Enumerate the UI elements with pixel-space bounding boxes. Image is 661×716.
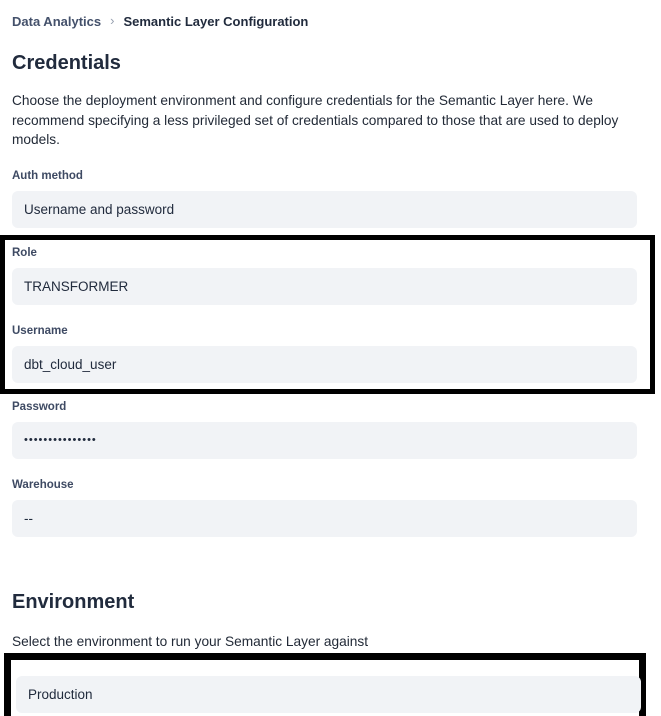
password-field <box>12 400 637 459</box>
environment-value: Production <box>28 687 93 702</box>
password-masked-value: ••••••••••••••• <box>24 434 97 446</box>
chevron-right-icon: › <box>110 13 115 28</box>
credentials-section-title: Credentials <box>12 52 121 74</box>
environment-section <box>0 591 661 716</box>
annotation-highlight-environment <box>4 653 646 716</box>
auth-method-value: Username and password <box>24 201 175 217</box>
auth-method-field <box>12 169 637 228</box>
username-value: dbt_cloud_user <box>24 356 117 372</box>
role-value: TRANSFORMER <box>24 278 129 294</box>
password-input[interactable] <box>12 422 637 459</box>
credentials-section <box>0 52 661 537</box>
environment-field <box>16 676 615 713</box>
warehouse-field <box>12 478 637 537</box>
role-label: Role <box>12 246 37 259</box>
breadcrumb-item-data-analytics[interactable]: Data Analytics <box>12 14 102 29</box>
warehouse-label: Warehouse <box>12 478 74 491</box>
breadcrumb-item-semantic-layer-configuration: Semantic Layer Configuration <box>123 14 309 29</box>
auth-method-input[interactable] <box>12 191 637 228</box>
auth-method-label: Auth method <box>12 169 83 182</box>
breadcrumb <box>0 14 661 30</box>
annotation-highlight-role-username <box>0 235 655 394</box>
warehouse-input[interactable] <box>12 500 637 537</box>
warehouse-value: -- <box>24 510 33 526</box>
username-input[interactable] <box>12 346 637 383</box>
username-label: Username <box>12 324 68 337</box>
credentials-section-description: Choose the deployment environment and configure credentials for the Semantic Layer here. We recommend specifying a less privileged set of credentials compared to those that are used to deploy models. <box>12 93 619 147</box>
environment-section-description: Select the environment to run your Semantic Layer against <box>12 633 369 649</box>
password-label: Password <box>12 400 67 413</box>
environment-section-title: Environment <box>12 590 135 613</box>
username-field <box>12 324 626 383</box>
role-field <box>12 246 626 305</box>
role-input[interactable] <box>12 268 637 305</box>
environment-select[interactable] <box>16 676 641 713</box>
